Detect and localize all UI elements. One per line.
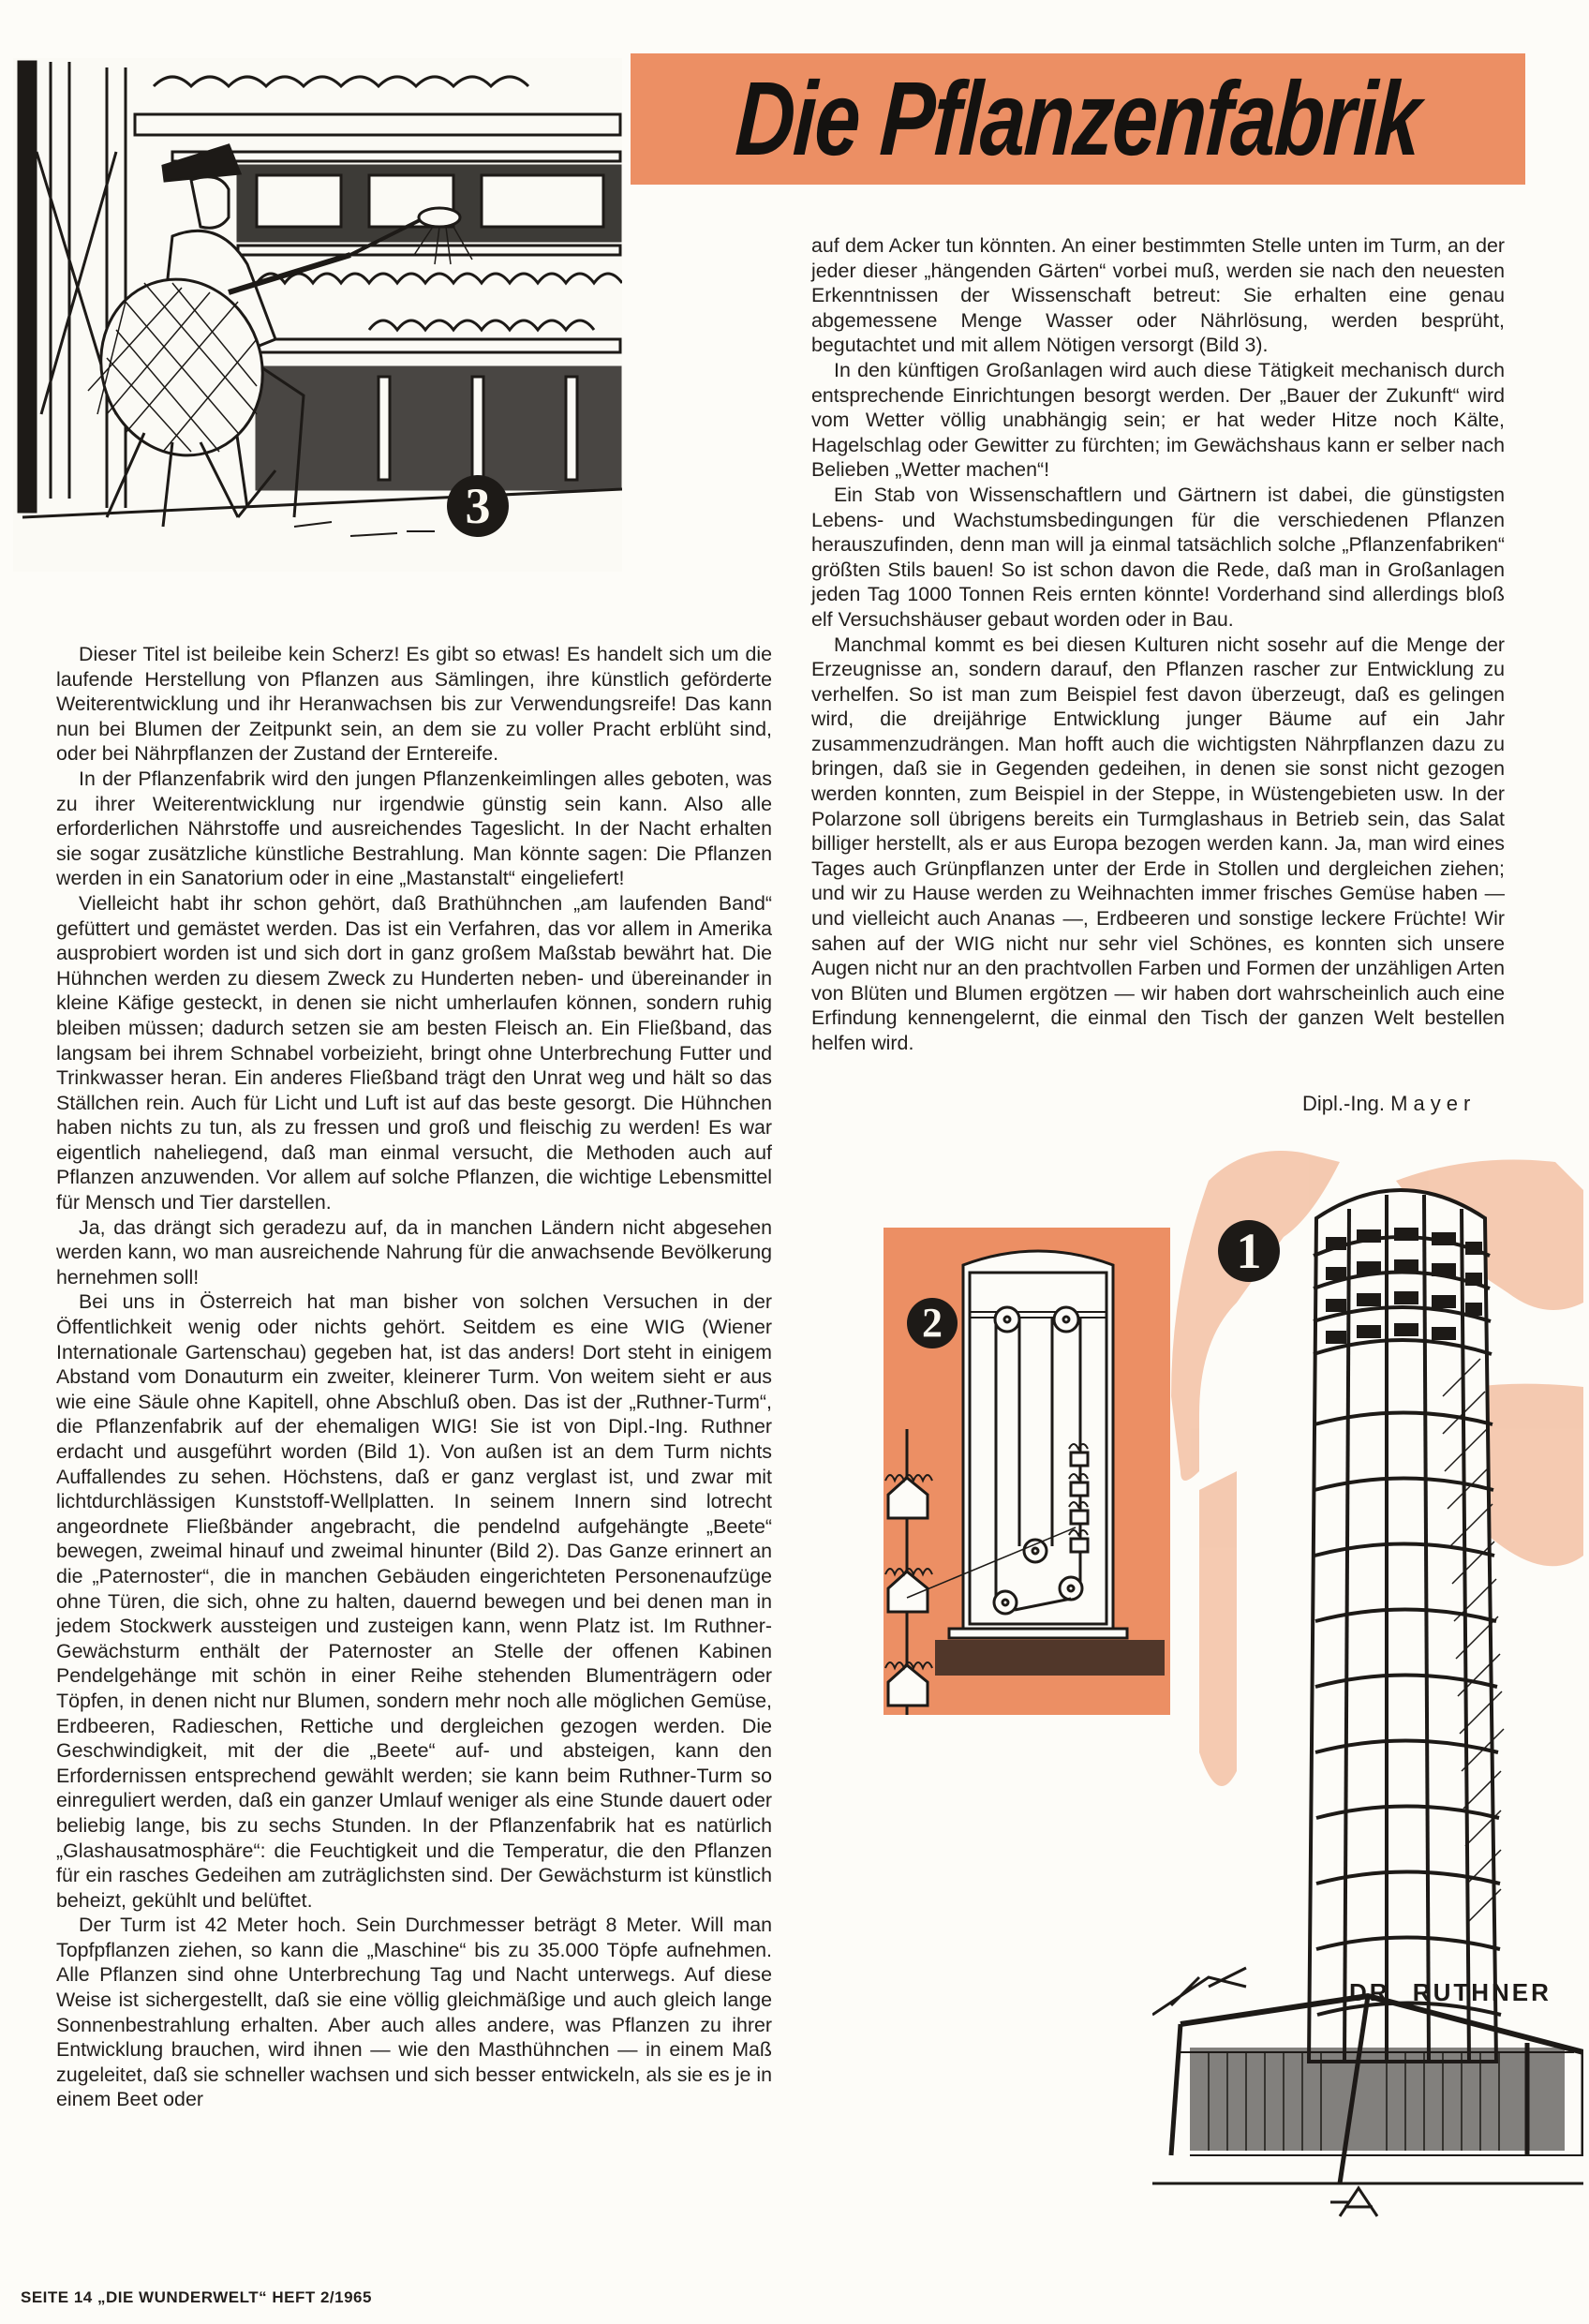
illustration-bild-2 [884, 1228, 1170, 1715]
illustration-bild-3 [13, 58, 622, 572]
page-title: Die Pflanzenfabrik [733, 60, 1423, 177]
article-right-column [811, 233, 1505, 1056]
paragraph: Bei uns in Österreich hat man bisher von solchen Versuchen in der Öffentlichkeit wenig oder nichts gehört. Seitdem es eine WIG (Wiener Internationale Gartenschau) gegeben hat, ist das anders! Dort steht in einigem Abstand vom Donauturm ein zweiter, kleinerer Turm. Von weitem sieht er aus wie eine Säule ohne Kapitell, ohne Abschluß oben. Das ist der „Ruthner-Turm“, die Pflanzenfabrik auf der ehemaligen WIG! Sie ist von Dipl.-Ing. Ruthner erdacht und ausgeführt worden (Bild 1). Von außen ist an dem Turm nichts Auffallendes zu sehen. Höchstens, daß er ganz verglast ist, und zwar mit lichtdurchlässigen Kunststoff-Wellplatten. In seinem Innern sind lotrecht angeordnete Fließbänder angebracht, die pendelnd aufgehängte „Beete“ bewegen, zweimal hinauf und zweimal hinunter (Bild 2). Das Ganze erinnert an die „Paternoster“, die in manchen Gebäuden eingerichteten Personenaufzüge ohne Türen, die sich, ohne zu halten, dauernd bewegen und bei denen man in jedem Stockwerk aussteigen und zusteigen kann, wenn Platz ist. Im Ruthner-Gewächsturm enthält der Paternoster an Stelle der offenen Kabinen Pendelgehänge mit schön in einer Reihe stehenden Blumenträgern oder Töpfen, in denen nicht nur Blumen, sondern mehr noch alle möglichen Gemüse, Erdbeeren, Radieschen, Rettiche und dergleichen gezogen werden. Die Geschwindigkeit, mit der die „Beete“ auf- und absteigen, kann den Erfordernissen entsprechend gewählt werden; sie kann beim Ruthner-Turm so einreguliert werden, daß ein ganzer Umlauf weniger als eine Stunde dauert oder beliebig lange, bis zu sechs Stunden. In der Pflanzenfabrik hat es natürlich „Glashausatmosphäre“: die Feuchtigkeit und die Temperatur, die den Pflanzen für ein rasches Gedeihen am zuträglichsten sind. Der Gewächsturm ist künstlich beheizt, gekühlt und belüftet. [56, 1290, 772, 1912]
tower-sign-text: RUTHNER [1412, 1978, 1552, 2006]
paragraph: Ja, das drängt sich geradezu auf, da in manchen Ländern nicht abgesehen werden kann, wo man ausreichende Nahrung für die anwachsende Bevölkerung hernehmen soll! [56, 1215, 772, 1289]
paragraph: In den künftigen Großanlagen wird auch diese Tätigkeit mechanisch durch entsprechende Einrichtungen besorgt werden. Der „Bauer der Zukunft“ wird vom Wetter völlig unabhängig sein; er hat weder Hitze noch Kälte, Hagelschlag oder Gewitter zu fürchten; im Gewächshaus kann er selber nach Belieben „Wetter machen“! [811, 358, 1505, 482]
gardener-watering-illustration [13, 58, 622, 572]
tower-sign [1349, 1978, 1552, 2006]
author-title: Dipl.-Ing. [1302, 1092, 1386, 1115]
author-name: Mayer [1390, 1092, 1477, 1115]
tower-sign-prefix: DR [1349, 1978, 1390, 2006]
figure-badge-3: 3 [447, 475, 509, 537]
article-left-column [56, 642, 772, 2112]
paragraph: Dieser Titel ist beileibe kein Scherz! Es gibt so etwas! Es handelt sich um die laufende Herstellung von Pflanzen aus Sämlingen, ihre künstlich geförderte Weiterentwicklung und ihr Heranwachsen bis zur Verwendungsreife! Das kann nun bei Blumen der Zeitpunkt sein, an dem sie zu voller Pracht erblüht sind, oder bei Nährpflanzen der Zustand der Erntereife. [56, 643, 772, 766]
paragraph: Manchmal kommt es bei diesen Kulturen nicht sosehr auf die Menge der Erzeugnisse an, sondern darauf, den Pflanzen rascher zur Entwicklung zu verhelfen. So ist man zum Beispiel fest davon überzeugt, daß es gelingen wird, die dreijährige Entwicklung junger Bäume auf ein Jahr zusammenzudrängen. Man hofft auch die wichtigsten Nährpflanzen dazu zu bringen, daß sie in Gegenden gedeihen, in denen sie sonst nicht gezogen werden konnten, zum Beispiel in der Steppe, in Wüstengebieten usw. In der Polarzone soll übrigens bereits ein Turmglashaus in Betrieb sein, das Salat billiger herstellt, als er aus Europa bezogen werden kann. Ja, man wird eines Tages auch Grünpflanzen unter der Erde in Stollen und dergleichen ziehen; und wir zu Hause werden zu Weihnachten immer frisches Gemüse haben — und vielleicht auch Ananas —, Erdbeeren und sonstige leckere Früchte! Wir sahen auf der WIG nicht nur sehr viel Schönes, es konnten sich unsere Augen nicht nur an den prachtvollen Farben und Formen der unzähligen Arten von Blüten und Blumen ergötzen — wir haben dort wahrscheinlich auch eine Erfindung kennengelernt, die einmal den Tisch der ganzen Welt bestellen helfen wird. [811, 633, 1505, 1054]
figure-badge-2: 2 [907, 1298, 958, 1348]
figure-badge-1: 1 [1218, 1220, 1280, 1282]
page-footer: SEITE 14 „DIE WUNDERWELT“ HEFT 2/1965 [21, 2288, 372, 2306]
illustration-bild-1 [1152, 1115, 1583, 2240]
paragraph: Ein Stab von Wissenschaftlern und Gärtnern ist dabei, die günstigsten Lebens- und Wachstumsbedingungen für die verschiedenen Pflanzen herauszufinden, denn man will ja einmal tatsächlich solche „Pflanzenfabriken“ größten Stils bauen! So ist schon davon die Rede, daß man in Großanlagen jeden Tag 1000 Tonnen Reis ernten könnte! Vorderhand sind allerdings bloß elf Versuchshäuser gebaut worden oder in Bau. [811, 483, 1505, 631]
paragraph: In der Pflanzenfabrik wird den jungen Pflanzenkeimlingen alles geboten, was zu ihrer Weiterentwicklung nur irgendwie günstig sein kann. Also alle erforderlichen Nährstoffe und ausreichendes Tageslicht. In der Nacht erhalten sie sogar zusätzliche künstliche Bestrahlung. Man könnte sagen: Die Pflanzen werden in ein Sanatorium oder in eine „Mastanstalt“ eingeliefert! [56, 767, 772, 890]
title-banner [631, 53, 1525, 185]
paragraph: auf dem Acker tun könnten. An einer bestimmten Stelle unten im Turm, an der jeder dieser „hängenden Gärten“ vorbei muß, werden sie nach den neuesten Erkenntnissen der Wissenschaft betreut: Sie erhalten eine genau abgemessene Menge Wasser oder Nährlösung, werden besprüht, begutachtet und mit allem Nötigen versorgt (Bild 3). [811, 234, 1505, 357]
paragraph: Der Turm ist 42 Meter hoch. Sein Durchmesser beträgt 8 Meter. Will man Topfpflanzen ziehen, so kann die „Maschine“ bis zu 35.000 Töpfe aufnehmen. Alle Pflanzen sind ohne Unterbrechung Tag und Nacht unterwegs. Auf diese Weise ist sichergestellt, daß sie eine völlig gleichmäßige und auch gleich lange Sonnenbestrahlung erhalten. Aber auch alles andere, was Pflanzen zu ihrer Entwicklung brauchen, wird ihnen — wie den Masthühnchen — in einem Maß zugeleitet, daß sie schneller wachsen und sich besser entwickeln, als sie es je in einem Beet oder [56, 1914, 772, 2111]
author-signature [1302, 1092, 1476, 1116]
ruthner-tower-illustration [1152, 1115, 1583, 2240]
paragraph: Vielleicht habt ihr schon gehört, daß Brathühnchen „am laufenden Band“ gefüttert und gemästet werden. Das ist ein Verfahren, das vor allem in Amerika ausprobiert worden ist und sich dort in ganz großem Maßstab bewährt hat. Die Hühnchen werden zu diesem Zweck zu Hunderten neben- und übereinander in kleine Käfige gesteckt, in denen sie nicht umherlaufen können, sondern ruhig bleiben müssen; dadurch setzen sie am besten Fleisch an. Ein Fließband, das langsam bei ihrem Schnabel vorbeizieht, bringt ohne Unterbrechung Futter und Trinkwasser heran. Ein anderes Fließband trägt den Unrat weg und hält so das Ställchen rein. Auch für Licht und Luft ist auf das beste gesorgt. Die Hühnchen haben nichts zu tun, als zu fressen und groß und fleischig zu werden! Es war eigentlich naheliegend, daß man einmal versucht, die Methoden auch auf Pflanzen anzuwenden. Vor allem auf solche Pflanzen, die wichtige Lebensmittel für Mensch und Tier darstellen. [56, 891, 772, 1214]
